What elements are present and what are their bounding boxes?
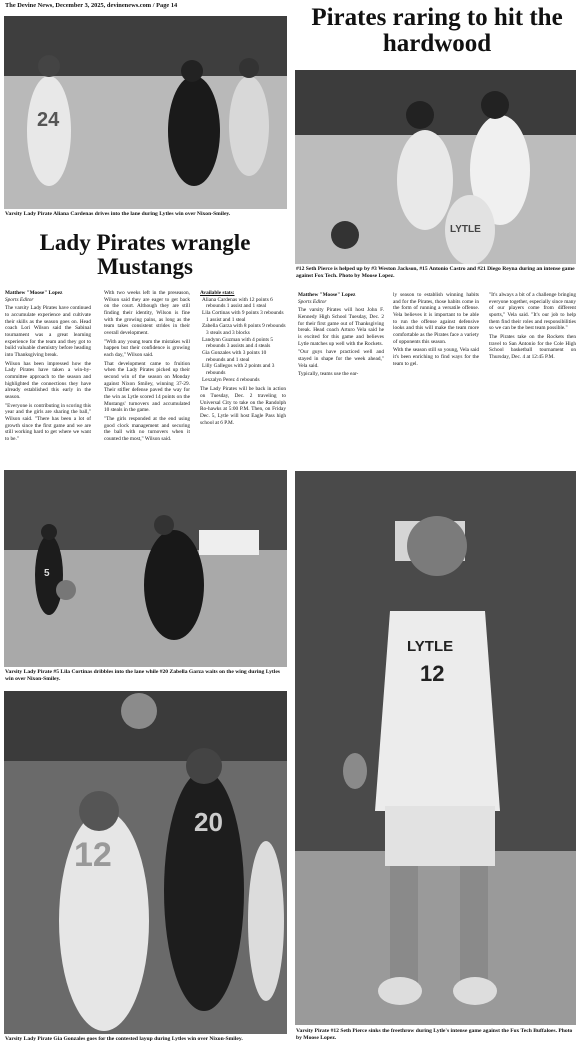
paragraph: "It's always a bit of a challenge bringing everyone together, especially since many of our players come from different sports," Vela said. "It's our job to help them find their roles and responsibilities so we can be the best team possible." [489,292,577,332]
stat-line: Zabella Garza with 8 points 9 rebounds 3 steals and 3 blocks [202,323,286,337]
paragraph: The varsity Lady Pirates have continued to accumulate experience and cultivate their skills as the season goes on. Head coach Lori Wilson said the Sabinal tournament was a great learning experience for the team and they got to build valuable chemistry before heading into Thanksgiving break. [5,305,91,359]
photo-pirates-helped-up [295,70,576,264]
stat-line: Landynn Guzman with 4 points 5 rebounds 3 assists and 4 steals [202,336,274,350]
jersey-number-right-bottom: 12 [420,661,445,686]
stat-line: Lilly Gallegos with 2 points and 3 rebounds [202,363,275,377]
stats-title: Available stats: [200,290,235,296]
right-story-col-1 [298,292,384,380]
jersey-number-bottom-left: 12 [74,836,112,874]
jersey-text-right-bottom: LYTLE [407,638,454,655]
photo-caption-right-top: #12 Seth Pierce is helped up by #3 Weston Jackson, #15 Antonio Castro and #21 Diego Reyna during an intense game against Fox Tech. Photo by Moose Lopez. [296,266,575,279]
photo-caption-top-left: Varsity Lady Pirate Aliana Cardenas drives into the lane during Lytles win over Nixon-Smiley. [5,211,231,217]
left-story-col-2 [104,290,190,445]
paragraph: "The girls responded at the end using good clock management and securing the ball with no turnovers when it counted the most," Wilson said. [104,416,190,443]
photo-caption-mid-left: Varsity Lady Pirate #5 Lila Cortinas dribbles into the lane while #20 Zabella Garza waits on the wing during Lytles win over Nixon-Smiley. [5,669,280,682]
jersey-text-right-top: LYTLE [450,224,481,235]
right-story-col-2 [393,292,479,369]
jersey-number-top-left: 24 [37,109,60,131]
photo-pirate-freethrow [295,471,576,1025]
paragraph: With the season still so young, Vela said it's been enriching to find ways for the team to gel. [393,347,479,367]
paragraph: The Lady Pirates will be back in action on Tuesday, Dec. 2 traveling to Universal City to take on the Randolph Ro-hawks at 5:00 P.M. Then, on Friday Dec. 5, Lytle will host Eagle Pass high school at 6 P.M. [200,386,286,426]
photo-lady-pirate-drive [4,16,287,209]
paragraph: With two weeks left in the preseason, Wilson said they are eager to get back on the court. Although they are still finding their identity, Wilson is fine with the growing pains, as long as the team takes consistent strides in their overall development. [104,290,190,337]
paragraph: Wilson has been impressed how the Lady Pirates have taken a win-by-committee approach to the season and highlighted the connections they have already established this early in the season. [5,360,91,401]
byline-name: Matthew "Moose" Lopez [298,292,356,298]
photo-caption-bottom-left: Varsity Lady Pirate Gia Gonzales goes for the contested layup during Lytles win over Nixon-Smiley. [5,1036,243,1042]
photo-lady-pirate-layup [4,691,287,1034]
jersey-number-bottom-left-dark: 20 [194,807,223,837]
paragraph: The Pirates take on the Rockets then travel to San Antonio for the Cole High School basketball tournament on Thursday, Dec. 4 at 12:45 P.M. [489,334,576,361]
headline-pirates-raring: Pirates raring to hit the hardwood [311,4,563,58]
stat-line: Lila Cortinas with 9 points 3 rebounds 1 assist and 1 steal [202,310,284,323]
stat-line: Gia Gonzales with 3 points 10 rebounds and 1 steal [202,350,267,363]
paragraph: Typically, teams use the ear- [298,371,359,378]
paragraph: ly season to establish winning habits and for the Pirates, those habits come in the form of running a versatile offense. Vela believes it is important to be able to run the offense against defensive looks and this will make the team more comfortable as the Pirates face a variety of opponents this season. [393,292,479,345]
paragraph: The varsity Pirates will host John F. Kennedy High School Tuesday, Dec. 2 for their first game out of Thanksgiving break. Head coach Arturo Vela said he is excited for this game and believes Lytle matches up well with the Rockets. [298,307,384,347]
right-story-col-3 [489,292,576,363]
photo-lady-pirate-dribble [4,470,287,667]
stat-line: Lexzalyn Perez 4 rebounds [202,376,260,383]
stat-line: Aliana Cardenas with 12 points 6 rebounds 1 assist and 1 steal [202,296,273,310]
left-story-col-1 [5,290,91,445]
left-story-col-3 [200,290,286,428]
headline-lady-pirates: Lady Pirates wrangle Mustangs [39,230,251,280]
byline-name: Matthew "Moose" Lopez [5,290,63,296]
paragraph: "With any young team the mistakes will happen but their confidence is growing each day," Wilson said. [104,338,190,359]
paragraph: "Our guys have practiced well and stayed in shape for the week ahead," Vela said. [298,349,384,369]
photo-caption-right-bottom: Varsity Pirate #12 Seth Pierce sinks the freethrow during Lytle's intense game against the Fox Tech Buffaloes. Photo by Moose Lopez. [296,1028,573,1041]
jersey-number-mid-left: 5 [44,568,50,579]
paragraph: That development came to fruition when the Lady Pirates picked up their second win of the season on Monday against Nixon Smiley, winning 37-29. Their stifler defense paved the way for the win as Lytle scored 14 points on the Mustangs' turnovers and accumulated 10 steals in the game. [104,360,190,414]
paragraph: "Everyone is contributing in scoring this year and the girls are sharing the ball," Wilson said. "There has been a lot of growth since the first game and we are still working hard to get where we want to be." [5,402,91,443]
byline-title: Sports Editor [5,296,34,303]
masthead: The Devine News, December 3, 2025, devinenews.com / Page 14 [5,2,178,9]
byline-title: Sports Editor [298,298,327,305]
